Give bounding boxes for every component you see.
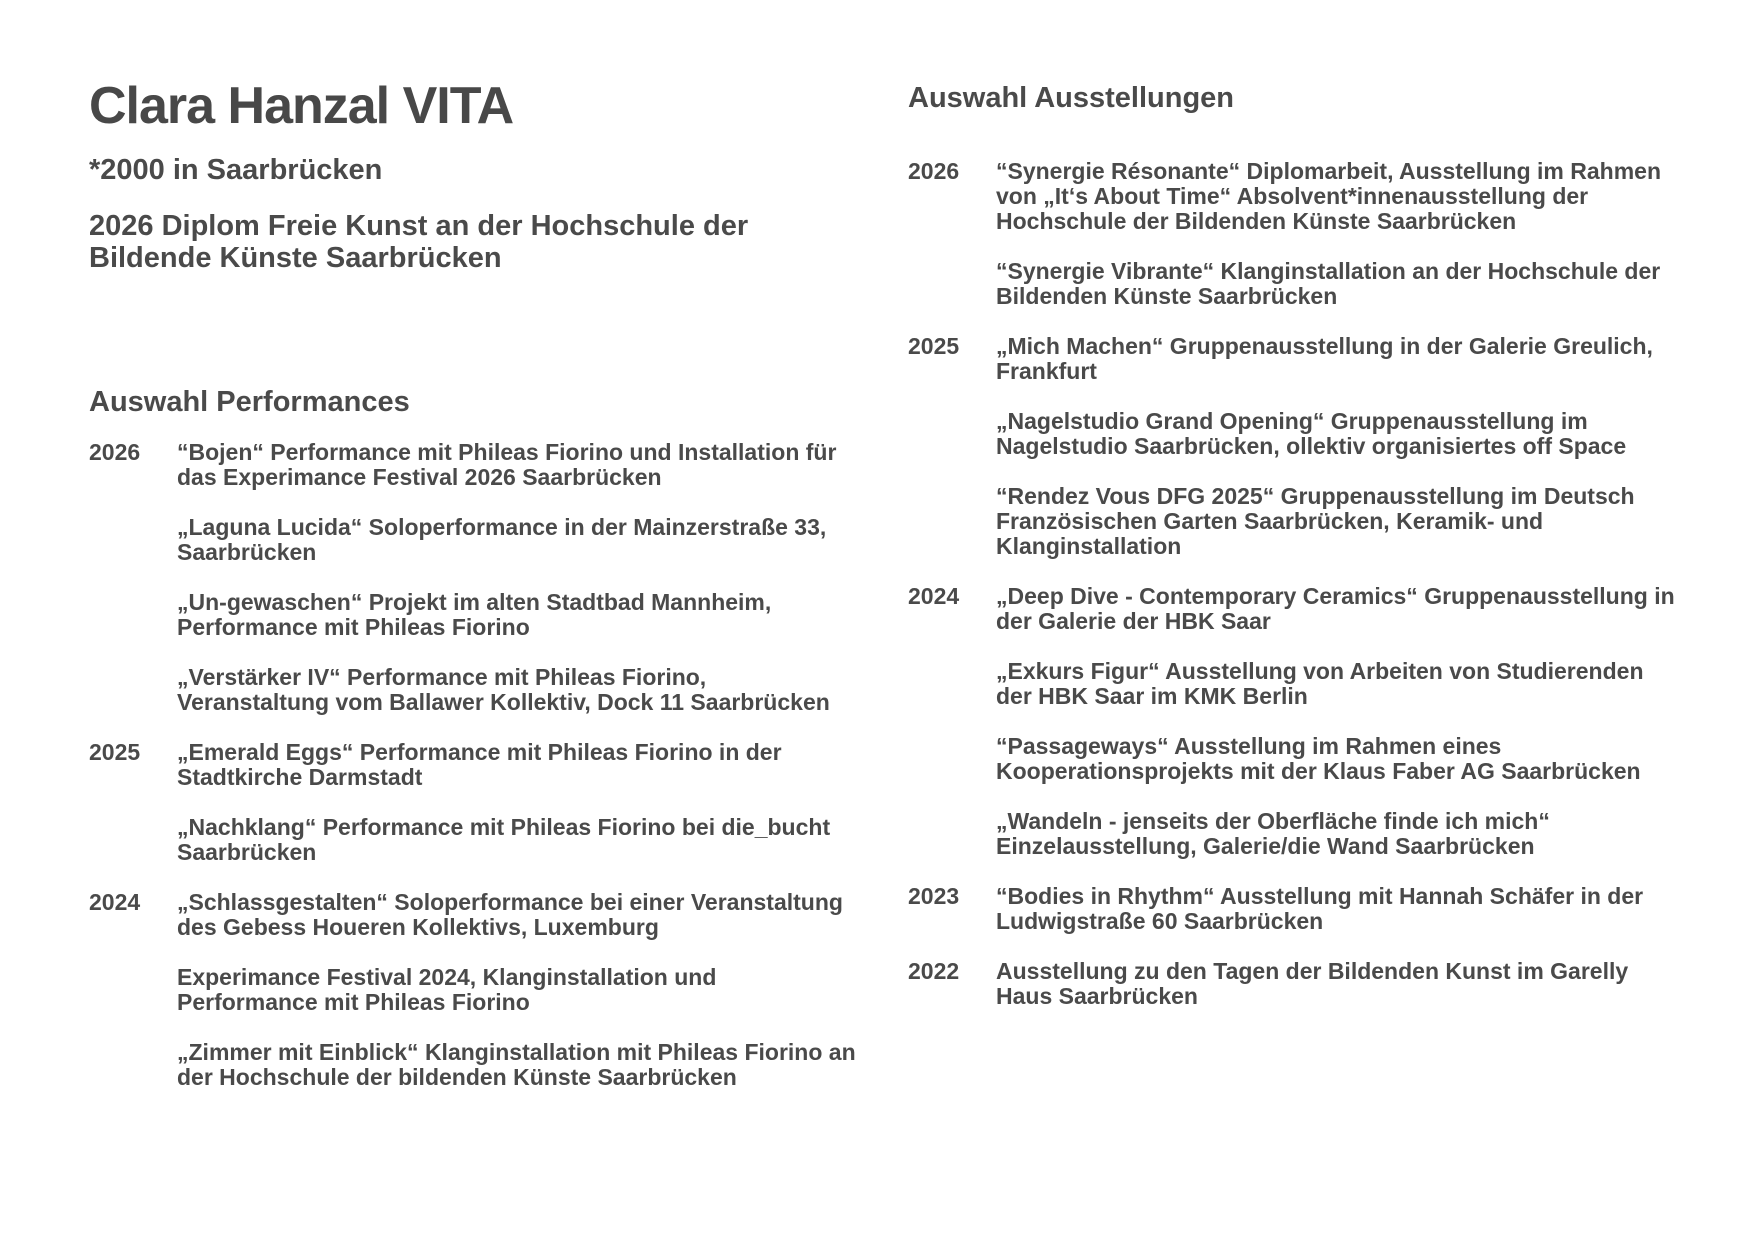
list-item: „Verstärker IV“ Performance mit Phileas Fiorino, Veranstaltung vom Ballawer Kollektiv, Dock 11 Saarbrücken	[177, 664, 830, 715]
year-group	[908, 159, 1678, 309]
year-label: 2025	[89, 739, 141, 765]
entries	[996, 884, 1678, 934]
year-label: 2024	[89, 889, 141, 915]
year-group	[89, 440, 859, 715]
year-group	[908, 884, 1678, 934]
entries	[996, 959, 1678, 1009]
year-group	[908, 959, 1678, 1009]
list-item: „Deep Dive - Contemporary Ceramics“ Gruppenausstellung in der Galerie der HBK Saar	[996, 583, 1675, 634]
list-item: “Rendez Vous DFG 2025“ Gruppenausstellung im Deutsch Französischen Garten Saarbrücken, Keramik- und Klanginstallation	[996, 483, 1635, 559]
year-group	[89, 740, 859, 865]
list-item: „Nachklang“ Performance mit Phileas Fiorino bei die_bucht Saarbrücken	[177, 814, 831, 865]
list-item: “Bodies in Rhythm“ Ausstellung mit Hannah Schäfer in der Ludwigstraße 60 Saarbrücken	[996, 883, 1644, 934]
year-group	[908, 334, 1678, 559]
page-title: Clara Hanzal VITA	[89, 77, 514, 135]
performances-heading: Auswahl Performances	[89, 386, 410, 418]
year-group	[908, 584, 1678, 859]
entries	[177, 740, 859, 865]
list-item: “Passageways“ Ausstellung im Rahmen eines Kooperationsprojekts mit der Klaus Faber AG Saarbrücken	[996, 733, 1641, 784]
list-item: „Zimmer mit Einblick“ Klanginstallation mit Phileas Fiorino an der Hochschule der bildenden Künste Saarbrücken	[177, 1039, 856, 1090]
list-item: „Laguna Lucida“ Soloperformance in der Mainzerstraße 33, Saarbrücken	[177, 514, 827, 565]
year-label: 2025	[908, 333, 960, 359]
list-item: Experimance Festival 2024, Klanginstallation und Performance mit Phileas Fiorino	[177, 964, 717, 1015]
year-group	[89, 890, 859, 1090]
list-item: Ausstellung zu den Tagen der Bildenden Kunst im Garelly Haus Saarbrücken	[996, 958, 1629, 1009]
exhibitions-list	[908, 159, 1678, 1034]
list-item: “Synergie Résonante“ Diplomarbeit, Ausstellung im Rahmen von „It‘s About Time“ Absolvent*innenausstellung der Hochschule der Bildenden Künste Saarbrücken	[996, 158, 1662, 234]
diploma-info: 2026 Diplom Freie Kunst an der Hochschule der Bildende Künste Saarbrücken	[89, 210, 749, 274]
year-label: 2023	[908, 883, 960, 909]
entries	[996, 334, 1678, 559]
list-item: „Exkurs Figur“ Ausstellung von Arbeiten von Studierenden der HBK Saar im KMK Berlin	[996, 658, 1644, 709]
entries	[996, 159, 1678, 309]
entries	[996, 584, 1678, 859]
year-label: 2022	[908, 958, 960, 984]
list-item: „Nagelstudio Grand Opening“ Gruppenausstellung im Nagelstudio Saarbrücken, ollektiv organisiertes off Space	[996, 408, 1627, 459]
exhibitions-heading: Auswahl Ausstellungen	[908, 82, 1235, 114]
list-item: „Mich Machen“ Gruppenausstellung in der Galerie Greulich, Frankfurt	[996, 333, 1653, 384]
birth-info: *2000 in Saarbrücken	[89, 154, 383, 186]
list-item: “Synergie Vibrante“ Klanginstallation an der Hochschule der Bildenden Künste Saarbrücken	[996, 258, 1661, 309]
list-item: „Emerald Eggs“ Performance mit Phileas Fiorino in der Stadtkirche Darmstadt	[177, 739, 782, 790]
year-label: 2026	[908, 158, 960, 184]
performances-list	[89, 440, 859, 1115]
list-item: „Un-gewaschen“ Projekt im alten Stadtbad Mannheim, Performance mit Phileas Fiorino	[177, 589, 772, 640]
list-item: “Bojen“ Performance mit Phileas Fiorino und Installation für das Experimance Festival 2026 Saarbrücken	[177, 439, 837, 490]
entries	[177, 440, 859, 715]
year-label: 2026	[89, 439, 141, 465]
entries	[177, 890, 859, 1090]
list-item: „Wandeln - jenseits der Oberfläche finde ich mich“ Einzelausstellung, Galerie/die Wand Saarbrücken	[996, 808, 1550, 859]
list-item: „Schlassgestalten“ Soloperformance bei einer Veranstaltung des Gebess Houeren Kollektivs, Luxemburg	[177, 889, 843, 940]
year-label: 2024	[908, 583, 960, 609]
